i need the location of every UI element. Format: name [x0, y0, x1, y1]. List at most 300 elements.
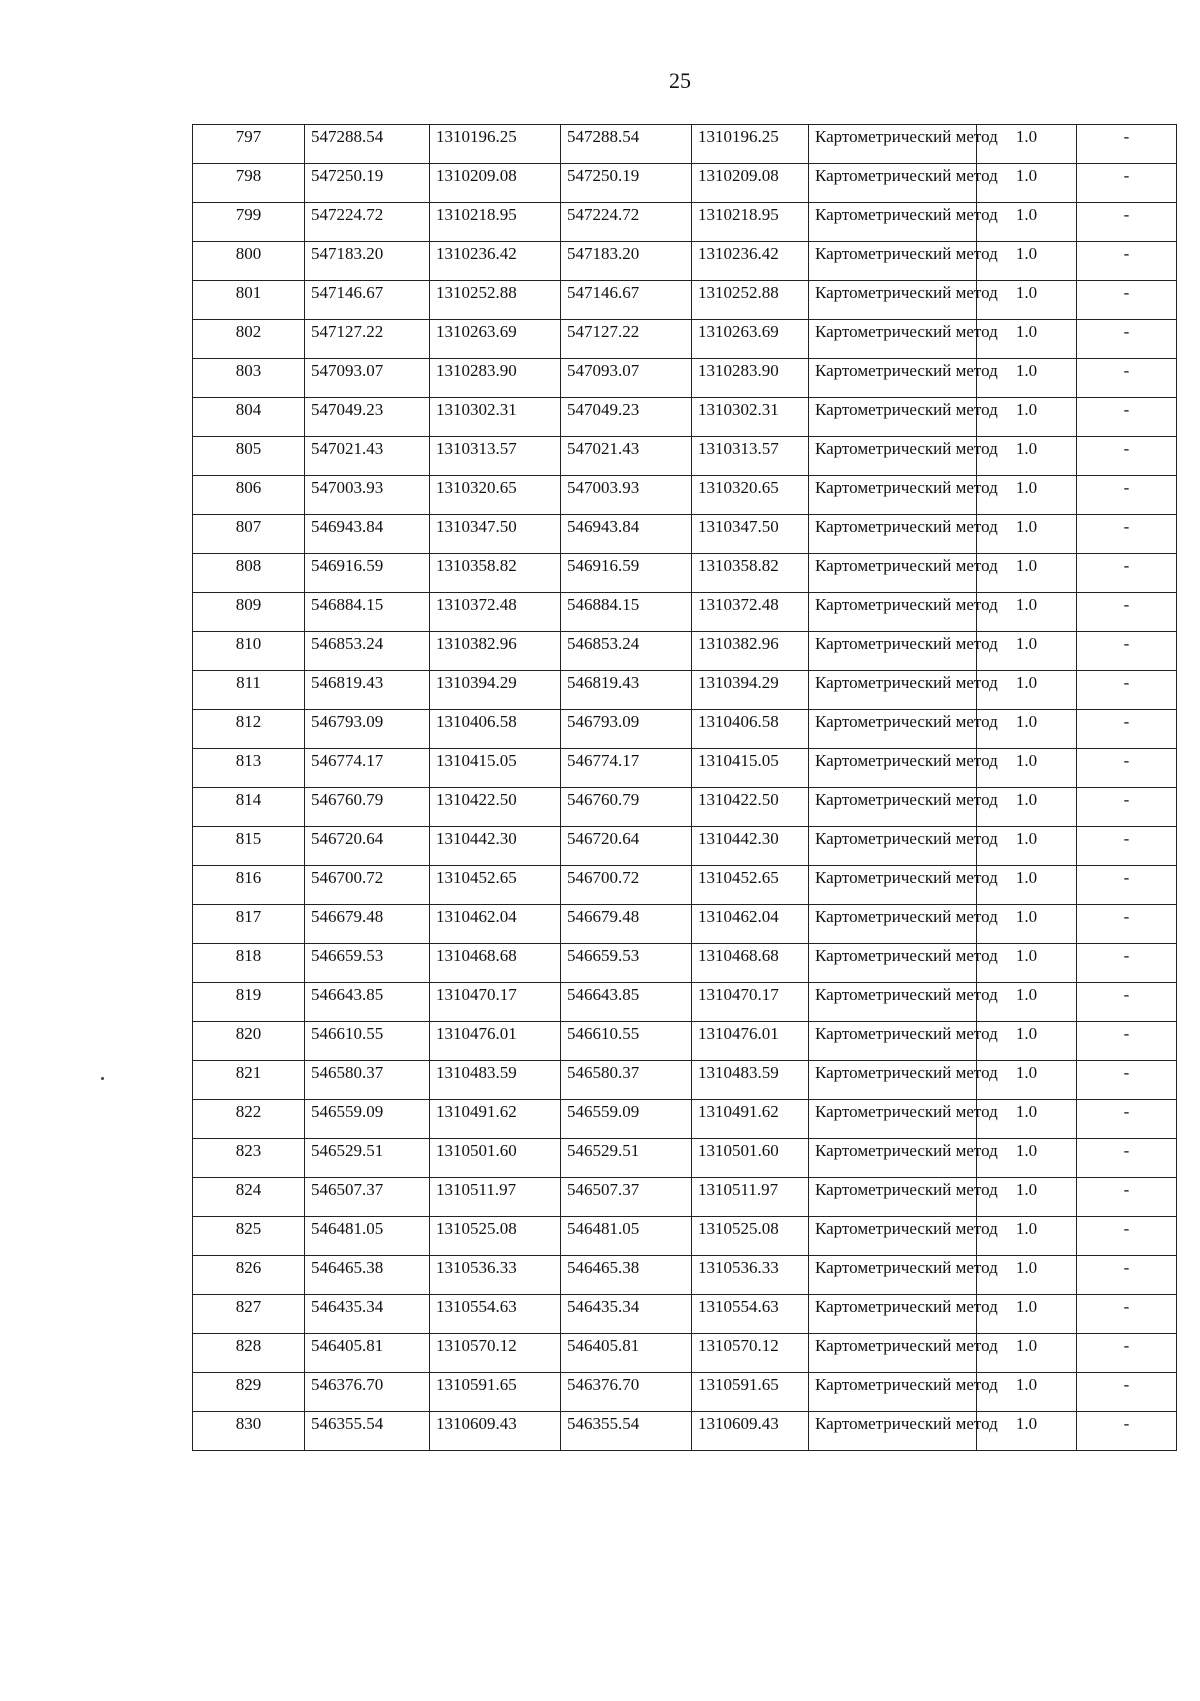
accuracy-cell: 1.0: [977, 749, 1077, 788]
note-cell: -: [1077, 944, 1177, 983]
method-cell: Картометрический метод: [809, 1256, 977, 1295]
y-coordinate-cell: 1310394.29: [430, 671, 561, 710]
table-row: [193, 1100, 1177, 1139]
x-coordinate-cell: 547093.07: [305, 359, 430, 398]
x-coordinate-cell: 546760.79: [305, 788, 430, 827]
method-cell: Картометрический метод: [809, 359, 977, 398]
y-coordinate-new-cell: 1310511.97: [692, 1178, 809, 1217]
x-coordinate-cell: 546720.64: [305, 827, 430, 866]
y-coordinate-new-cell: 1310283.90: [692, 359, 809, 398]
x-coordinate-new-cell: 546916.59: [561, 554, 692, 593]
x-coordinate-cell: 546481.05: [305, 1217, 430, 1256]
accuracy-cell: 1.0: [977, 203, 1077, 242]
y-coordinate-new-cell: 1310483.59: [692, 1061, 809, 1100]
note-cell: -: [1077, 359, 1177, 398]
y-coordinate-cell: 1310313.57: [430, 437, 561, 476]
y-coordinate-new-cell: 1310302.31: [692, 398, 809, 437]
table-row: [193, 710, 1177, 749]
y-coordinate-new-cell: 1310358.82: [692, 554, 809, 593]
method-cell: Картометрический метод: [809, 983, 977, 1022]
point-number-cell: 821: [193, 1061, 305, 1100]
y-coordinate-new-cell: 1310570.12: [692, 1334, 809, 1373]
x-coordinate-new-cell: 546481.05: [561, 1217, 692, 1256]
note-cell: -: [1077, 203, 1177, 242]
x-coordinate-cell: 546465.38: [305, 1256, 430, 1295]
x-coordinate-new-cell: 546819.43: [561, 671, 692, 710]
point-number-cell: 806: [193, 476, 305, 515]
y-coordinate-new-cell: 1310236.42: [692, 242, 809, 281]
note-cell: -: [1077, 866, 1177, 905]
accuracy-cell: 1.0: [977, 671, 1077, 710]
point-number-cell: 816: [193, 866, 305, 905]
x-coordinate-new-cell: 547288.54: [561, 125, 692, 164]
coordinates-table: [192, 124, 1177, 1451]
scan-artifact-dot: [101, 1077, 104, 1080]
note-cell: -: [1077, 1412, 1177, 1451]
point-number-cell: 809: [193, 593, 305, 632]
table-row: [193, 1139, 1177, 1178]
note-cell: -: [1077, 125, 1177, 164]
x-coordinate-cell: 547003.93: [305, 476, 430, 515]
y-coordinate-cell: 1310476.01: [430, 1022, 561, 1061]
method-cell: Картометрический метод: [809, 398, 977, 437]
y-coordinate-new-cell: 1310554.63: [692, 1295, 809, 1334]
method-cell: Картометрический метод: [809, 1139, 977, 1178]
y-coordinate-cell: 1310536.33: [430, 1256, 561, 1295]
accuracy-cell: 1.0: [977, 944, 1077, 983]
accuracy-cell: 1.0: [977, 1217, 1077, 1256]
x-coordinate-new-cell: 546659.53: [561, 944, 692, 983]
table-row: [193, 164, 1177, 203]
y-coordinate-new-cell: 1310196.25: [692, 125, 809, 164]
note-cell: -: [1077, 827, 1177, 866]
point-number-cell: 826: [193, 1256, 305, 1295]
method-cell: Картометрический метод: [809, 1178, 977, 1217]
y-coordinate-cell: 1310501.60: [430, 1139, 561, 1178]
x-coordinate-new-cell: 546793.09: [561, 710, 692, 749]
table-row: [193, 944, 1177, 983]
table-row: [193, 359, 1177, 398]
point-number-cell: 802: [193, 320, 305, 359]
x-coordinate-cell: 547021.43: [305, 437, 430, 476]
accuracy-cell: 1.0: [977, 125, 1077, 164]
table-row: [193, 593, 1177, 632]
method-cell: Картометрический метод: [809, 788, 977, 827]
y-coordinate-new-cell: 1310501.60: [692, 1139, 809, 1178]
point-number-cell: 818: [193, 944, 305, 983]
y-coordinate-cell: 1310462.04: [430, 905, 561, 944]
point-number-cell: 819: [193, 983, 305, 1022]
accuracy-cell: 1.0: [977, 593, 1077, 632]
table-row: [193, 1178, 1177, 1217]
method-cell: Картометрический метод: [809, 1100, 977, 1139]
x-coordinate-new-cell: 547224.72: [561, 203, 692, 242]
x-coordinate-new-cell: 546529.51: [561, 1139, 692, 1178]
x-coordinate-new-cell: 546643.85: [561, 983, 692, 1022]
y-coordinate-cell: 1310570.12: [430, 1334, 561, 1373]
x-coordinate-cell: 546853.24: [305, 632, 430, 671]
method-cell: Картометрический метод: [809, 164, 977, 203]
x-coordinate-new-cell: 546507.37: [561, 1178, 692, 1217]
point-number-cell: 828: [193, 1334, 305, 1373]
table-row: [193, 1334, 1177, 1373]
x-coordinate-cell: 547127.22: [305, 320, 430, 359]
note-cell: -: [1077, 242, 1177, 281]
x-coordinate-cell: 547049.23: [305, 398, 430, 437]
note-cell: -: [1077, 1373, 1177, 1412]
x-coordinate-cell: 547183.20: [305, 242, 430, 281]
point-number-cell: 804: [193, 398, 305, 437]
point-number-cell: 825: [193, 1217, 305, 1256]
method-cell: Картометрический метод: [809, 905, 977, 944]
y-coordinate-new-cell: 1310209.08: [692, 164, 809, 203]
table-row: [193, 242, 1177, 281]
table-row: [193, 983, 1177, 1022]
y-coordinate-new-cell: 1310263.69: [692, 320, 809, 359]
table-row: [193, 320, 1177, 359]
y-coordinate-new-cell: 1310525.08: [692, 1217, 809, 1256]
note-cell: -: [1077, 905, 1177, 944]
x-coordinate-new-cell: 547021.43: [561, 437, 692, 476]
note-cell: -: [1077, 671, 1177, 710]
method-cell: Картометрический метод: [809, 1412, 977, 1451]
y-coordinate-cell: 1310320.65: [430, 476, 561, 515]
table-row: [193, 515, 1177, 554]
y-coordinate-cell: 1310491.62: [430, 1100, 561, 1139]
table-row: [193, 398, 1177, 437]
x-coordinate-new-cell: 546580.37: [561, 1061, 692, 1100]
x-coordinate-new-cell: 546355.54: [561, 1412, 692, 1451]
y-coordinate-new-cell: 1310252.88: [692, 281, 809, 320]
method-cell: Картометрический метод: [809, 1217, 977, 1256]
x-coordinate-cell: 546580.37: [305, 1061, 430, 1100]
accuracy-cell: 1.0: [977, 1178, 1077, 1217]
x-coordinate-cell: 546376.70: [305, 1373, 430, 1412]
point-number-cell: 798: [193, 164, 305, 203]
note-cell: -: [1077, 476, 1177, 515]
x-coordinate-new-cell: 547049.23: [561, 398, 692, 437]
y-coordinate-new-cell: 1310468.68: [692, 944, 809, 983]
x-coordinate-new-cell: 547003.93: [561, 476, 692, 515]
y-coordinate-new-cell: 1310415.05: [692, 749, 809, 788]
y-coordinate-cell: 1310196.25: [430, 125, 561, 164]
point-number-cell: 805: [193, 437, 305, 476]
y-coordinate-new-cell: 1310422.50: [692, 788, 809, 827]
note-cell: -: [1077, 1061, 1177, 1100]
point-number-cell: 813: [193, 749, 305, 788]
note-cell: -: [1077, 1217, 1177, 1256]
x-coordinate-cell: 547288.54: [305, 125, 430, 164]
y-coordinate-cell: 1310452.65: [430, 866, 561, 905]
y-coordinate-new-cell: 1310470.17: [692, 983, 809, 1022]
x-coordinate-new-cell: 546943.84: [561, 515, 692, 554]
y-coordinate-new-cell: 1310406.58: [692, 710, 809, 749]
point-number-cell: 808: [193, 554, 305, 593]
y-coordinate-new-cell: 1310476.01: [692, 1022, 809, 1061]
y-coordinate-cell: 1310483.59: [430, 1061, 561, 1100]
table-row: [193, 827, 1177, 866]
table-row: [193, 1412, 1177, 1451]
accuracy-cell: 1.0: [977, 437, 1077, 476]
accuracy-cell: 1.0: [977, 398, 1077, 437]
method-cell: Картометрический метод: [809, 944, 977, 983]
table-row: [193, 749, 1177, 788]
x-coordinate-new-cell: 547183.20: [561, 242, 692, 281]
table-row: [193, 866, 1177, 905]
x-coordinate-cell: 547146.67: [305, 281, 430, 320]
note-cell: -: [1077, 1022, 1177, 1061]
y-coordinate-new-cell: 1310536.33: [692, 1256, 809, 1295]
accuracy-cell: 1.0: [977, 242, 1077, 281]
note-cell: -: [1077, 437, 1177, 476]
y-coordinate-cell: 1310236.42: [430, 242, 561, 281]
accuracy-cell: 1.0: [977, 1295, 1077, 1334]
table-row: [193, 554, 1177, 593]
point-number-cell: 812: [193, 710, 305, 749]
point-number-cell: 827: [193, 1295, 305, 1334]
point-number-cell: 829: [193, 1373, 305, 1412]
x-coordinate-cell: 546435.34: [305, 1295, 430, 1334]
y-coordinate-new-cell: 1310372.48: [692, 593, 809, 632]
accuracy-cell: 1.0: [977, 476, 1077, 515]
accuracy-cell: 1.0: [977, 1061, 1077, 1100]
x-coordinate-cell: 546610.55: [305, 1022, 430, 1061]
accuracy-cell: 1.0: [977, 359, 1077, 398]
table-row: [193, 632, 1177, 671]
note-cell: -: [1077, 1139, 1177, 1178]
method-cell: Картометрический метод: [809, 749, 977, 788]
point-number-cell: 810: [193, 632, 305, 671]
x-coordinate-cell: 546529.51: [305, 1139, 430, 1178]
table-row: [193, 1061, 1177, 1100]
note-cell: -: [1077, 281, 1177, 320]
note-cell: -: [1077, 515, 1177, 554]
note-cell: -: [1077, 398, 1177, 437]
point-number-cell: 823: [193, 1139, 305, 1178]
method-cell: Картометрический метод: [809, 1334, 977, 1373]
x-coordinate-cell: 546679.48: [305, 905, 430, 944]
y-coordinate-new-cell: 1310320.65: [692, 476, 809, 515]
method-cell: Картометрический метод: [809, 476, 977, 515]
table-row: [193, 1295, 1177, 1334]
method-cell: Картометрический метод: [809, 632, 977, 671]
accuracy-cell: 1.0: [977, 827, 1077, 866]
y-coordinate-new-cell: 1310609.43: [692, 1412, 809, 1451]
y-coordinate-cell: 1310422.50: [430, 788, 561, 827]
x-coordinate-cell: 547224.72: [305, 203, 430, 242]
method-cell: Картометрический метод: [809, 515, 977, 554]
y-coordinate-new-cell: 1310313.57: [692, 437, 809, 476]
method-cell: Картометрический метод: [809, 1022, 977, 1061]
x-coordinate-new-cell: 546853.24: [561, 632, 692, 671]
accuracy-cell: 1.0: [977, 1334, 1077, 1373]
x-coordinate-new-cell: 546760.79: [561, 788, 692, 827]
accuracy-cell: 1.0: [977, 281, 1077, 320]
x-coordinate-new-cell: 546774.17: [561, 749, 692, 788]
y-coordinate-new-cell: 1310462.04: [692, 905, 809, 944]
accuracy-cell: 1.0: [977, 983, 1077, 1022]
x-coordinate-new-cell: 546376.70: [561, 1373, 692, 1412]
note-cell: -: [1077, 1295, 1177, 1334]
x-coordinate-new-cell: 546559.09: [561, 1100, 692, 1139]
y-coordinate-cell: 1310209.08: [430, 164, 561, 203]
y-coordinate-cell: 1310609.43: [430, 1412, 561, 1451]
y-coordinate-cell: 1310468.68: [430, 944, 561, 983]
y-coordinate-cell: 1310358.82: [430, 554, 561, 593]
x-coordinate-cell: 546916.59: [305, 554, 430, 593]
table-row: [193, 281, 1177, 320]
y-coordinate-cell: 1310347.50: [430, 515, 561, 554]
method-cell: Картометрический метод: [809, 710, 977, 749]
method-cell: Картометрический метод: [809, 1061, 977, 1100]
accuracy-cell: 1.0: [977, 554, 1077, 593]
point-number-cell: 830: [193, 1412, 305, 1451]
point-number-cell: 803: [193, 359, 305, 398]
point-number-cell: 820: [193, 1022, 305, 1061]
note-cell: -: [1077, 788, 1177, 827]
y-coordinate-new-cell: 1310591.65: [692, 1373, 809, 1412]
method-cell: Картометрический метод: [809, 320, 977, 359]
table-row: [193, 203, 1177, 242]
method-cell: Картометрический метод: [809, 593, 977, 632]
note-cell: -: [1077, 593, 1177, 632]
accuracy-cell: 1.0: [977, 1373, 1077, 1412]
method-cell: Картометрический метод: [809, 203, 977, 242]
accuracy-cell: 1.0: [977, 1100, 1077, 1139]
method-cell: Картометрический метод: [809, 281, 977, 320]
accuracy-cell: 1.0: [977, 1139, 1077, 1178]
y-coordinate-new-cell: 1310382.96: [692, 632, 809, 671]
accuracy-cell: 1.0: [977, 1022, 1077, 1061]
y-coordinate-cell: 1310511.97: [430, 1178, 561, 1217]
table-row: [193, 671, 1177, 710]
accuracy-cell: 1.0: [977, 515, 1077, 554]
point-number-cell: 800: [193, 242, 305, 281]
x-coordinate-new-cell: 547093.07: [561, 359, 692, 398]
x-coordinate-cell: 546943.84: [305, 515, 430, 554]
note-cell: -: [1077, 632, 1177, 671]
point-number-cell: 814: [193, 788, 305, 827]
method-cell: Картометрический метод: [809, 827, 977, 866]
y-coordinate-new-cell: 1310347.50: [692, 515, 809, 554]
y-coordinate-cell: 1310252.88: [430, 281, 561, 320]
x-coordinate-cell: 546355.54: [305, 1412, 430, 1451]
x-coordinate-cell: 546559.09: [305, 1100, 430, 1139]
x-coordinate-new-cell: 547250.19: [561, 164, 692, 203]
accuracy-cell: 1.0: [977, 710, 1077, 749]
point-number-cell: 817: [193, 905, 305, 944]
accuracy-cell: 1.0: [977, 632, 1077, 671]
accuracy-cell: 1.0: [977, 320, 1077, 359]
note-cell: -: [1077, 1178, 1177, 1217]
y-coordinate-cell: 1310372.48: [430, 593, 561, 632]
point-number-cell: 801: [193, 281, 305, 320]
table-row: [193, 1373, 1177, 1412]
method-cell: Картометрический метод: [809, 671, 977, 710]
x-coordinate-cell: 546405.81: [305, 1334, 430, 1373]
point-number-cell: 811: [193, 671, 305, 710]
y-coordinate-cell: 1310218.95: [430, 203, 561, 242]
x-coordinate-cell: 546884.15: [305, 593, 430, 632]
table-row: [193, 1022, 1177, 1061]
method-cell: Картометрический метод: [809, 554, 977, 593]
x-coordinate-cell: 546819.43: [305, 671, 430, 710]
y-coordinate-cell: 1310406.58: [430, 710, 561, 749]
x-coordinate-new-cell: 546700.72: [561, 866, 692, 905]
x-coordinate-new-cell: 546884.15: [561, 593, 692, 632]
x-coordinate-new-cell: 546435.34: [561, 1295, 692, 1334]
x-coordinate-new-cell: 547146.67: [561, 281, 692, 320]
y-coordinate-cell: 1310283.90: [430, 359, 561, 398]
note-cell: -: [1077, 554, 1177, 593]
point-number-cell: 807: [193, 515, 305, 554]
x-coordinate-new-cell: 546405.81: [561, 1334, 692, 1373]
x-coordinate-new-cell: 546720.64: [561, 827, 692, 866]
y-coordinate-cell: 1310554.63: [430, 1295, 561, 1334]
table-row: [193, 1256, 1177, 1295]
method-cell: Картометрический метод: [809, 437, 977, 476]
x-coordinate-cell: 546659.53: [305, 944, 430, 983]
method-cell: Картометрический метод: [809, 1295, 977, 1334]
table-row: [193, 788, 1177, 827]
accuracy-cell: 1.0: [977, 788, 1077, 827]
x-coordinate-cell: 546793.09: [305, 710, 430, 749]
method-cell: Картометрический метод: [809, 1373, 977, 1412]
x-coordinate-cell: 546700.72: [305, 866, 430, 905]
note-cell: -: [1077, 164, 1177, 203]
accuracy-cell: 1.0: [977, 1256, 1077, 1295]
accuracy-cell: 1.0: [977, 1412, 1077, 1451]
note-cell: -: [1077, 1100, 1177, 1139]
x-coordinate-new-cell: 546465.38: [561, 1256, 692, 1295]
x-coordinate-new-cell: 546679.48: [561, 905, 692, 944]
y-coordinate-cell: 1310415.05: [430, 749, 561, 788]
x-coordinate-cell: 546774.17: [305, 749, 430, 788]
note-cell: -: [1077, 710, 1177, 749]
y-coordinate-cell: 1310382.96: [430, 632, 561, 671]
method-cell: Картометрический метод: [809, 242, 977, 281]
x-coordinate-cell: 547250.19: [305, 164, 430, 203]
x-coordinate-cell: 546507.37: [305, 1178, 430, 1217]
x-coordinate-cell: 546643.85: [305, 983, 430, 1022]
y-coordinate-cell: 1310525.08: [430, 1217, 561, 1256]
point-number-cell: 815: [193, 827, 305, 866]
point-number-cell: 822: [193, 1100, 305, 1139]
table-row: [193, 437, 1177, 476]
table-row: [193, 905, 1177, 944]
y-coordinate-new-cell: 1310442.30: [692, 827, 809, 866]
y-coordinate-cell: 1310302.31: [430, 398, 561, 437]
note-cell: -: [1077, 1256, 1177, 1295]
page-number: 25: [669, 68, 691, 93]
note-cell: -: [1077, 320, 1177, 359]
y-coordinate-new-cell: 1310491.62: [692, 1100, 809, 1139]
accuracy-cell: 1.0: [977, 866, 1077, 905]
point-number-cell: 824: [193, 1178, 305, 1217]
table-row: [193, 125, 1177, 164]
table-row: [193, 476, 1177, 515]
coordinates-table-body: [193, 125, 1177, 1451]
note-cell: -: [1077, 1334, 1177, 1373]
y-coordinate-cell: 1310470.17: [430, 983, 561, 1022]
point-number-cell: 799: [193, 203, 305, 242]
y-coordinate-cell: 1310591.65: [430, 1373, 561, 1412]
accuracy-cell: 1.0: [977, 164, 1077, 203]
point-number-cell: 797: [193, 125, 305, 164]
y-coordinate-cell: 1310442.30: [430, 827, 561, 866]
table-row: [193, 1217, 1177, 1256]
method-cell: Картометрический метод: [809, 866, 977, 905]
